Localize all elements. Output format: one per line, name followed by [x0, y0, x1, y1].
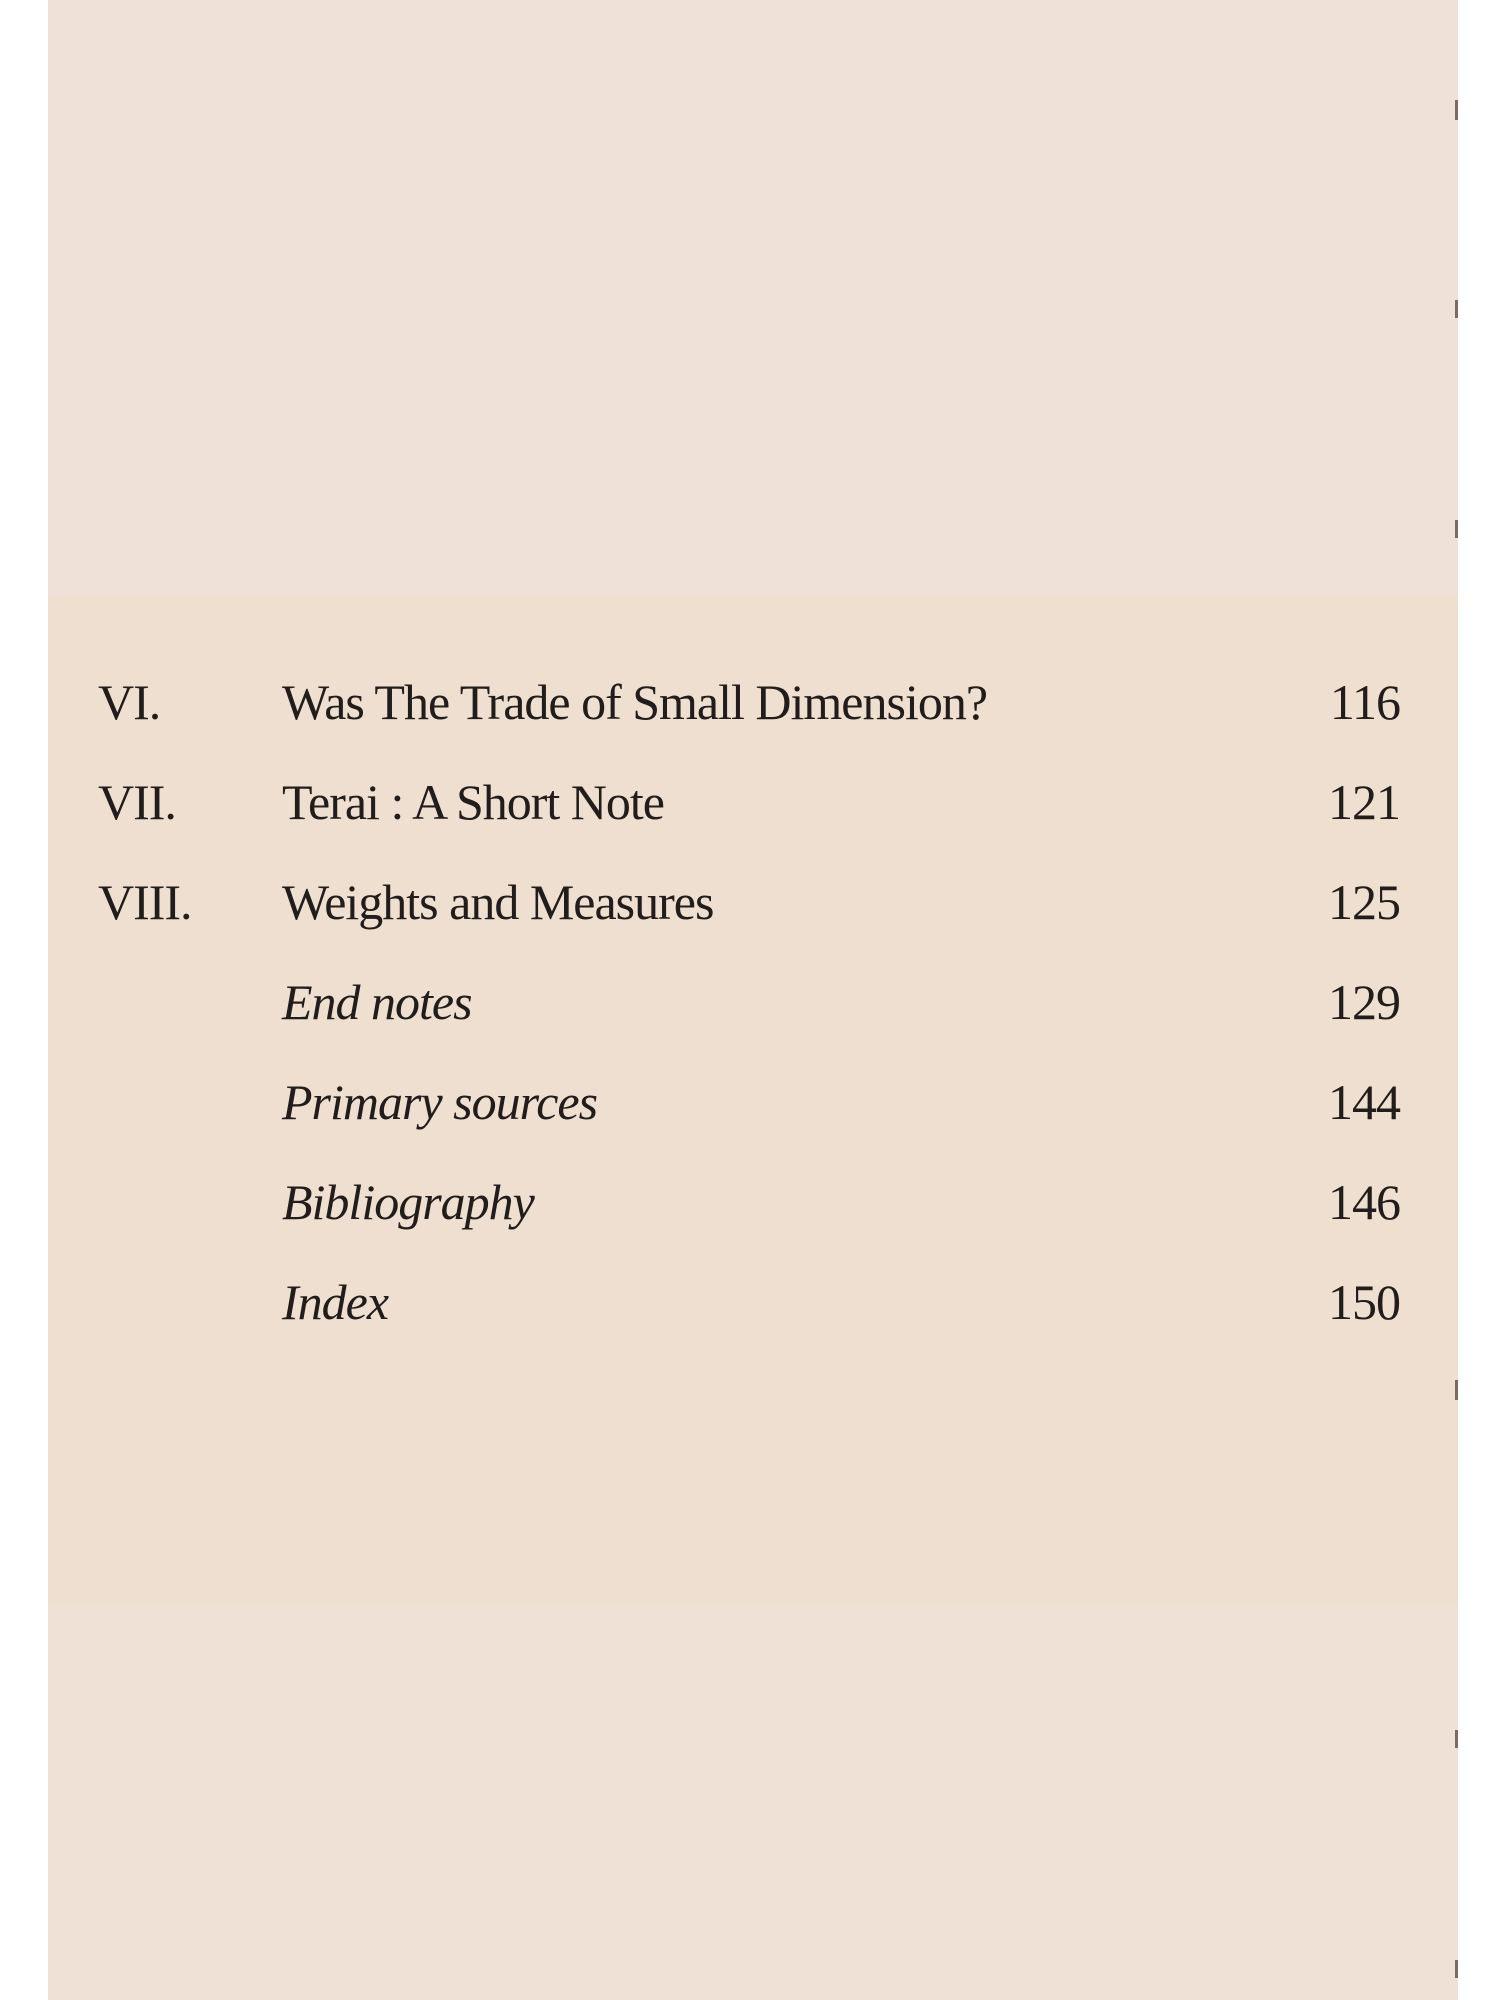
toc-entry-number: VI. [98, 674, 161, 730]
toc-entry-page: 121 [1328, 774, 1400, 830]
toc-entry-page: 146 [1328, 1174, 1400, 1230]
toc-entry [48, 1052, 1458, 1152]
toc-entry [48, 852, 1458, 952]
toc-entry [48, 952, 1458, 1052]
toc-entry [48, 752, 1458, 852]
toc-entry-title: End notes [282, 974, 472, 1030]
toc-entry [48, 652, 1458, 752]
book-page [48, 0, 1458, 2000]
toc-entry [48, 1252, 1458, 1352]
page-edge-mark [1455, 1380, 1458, 1400]
toc-entry-page: 150 [1328, 1274, 1400, 1330]
table-of-contents [48, 0, 1458, 2000]
page-edge-mark [1455, 1730, 1458, 1748]
page-edge-mark [1455, 100, 1458, 120]
toc-entry-page: 116 [1329, 674, 1400, 730]
toc-entry-title: Was The Trade of Small Dimension? [282, 674, 988, 730]
toc-entry-number: VIII. [98, 874, 192, 930]
page-edge-mark [1455, 520, 1458, 538]
toc-entry [48, 1152, 1458, 1252]
toc-entry-title: Index [282, 1274, 389, 1330]
toc-entry-page: 125 [1328, 874, 1400, 930]
page-edge-mark [1455, 1960, 1458, 1978]
toc-entry-number: VII. [98, 774, 176, 830]
toc-entry-title: Primary sources [282, 1074, 598, 1130]
toc-entry-title: Weights and Measures [282, 874, 714, 930]
toc-entry-page: 144 [1328, 1074, 1400, 1130]
toc-entry-title: Bibliography [282, 1174, 534, 1230]
toc-entry-page: 129 [1328, 974, 1400, 1030]
toc-entry-title: Terai : A Short Note [282, 774, 665, 830]
page-edge-mark [1455, 300, 1458, 318]
